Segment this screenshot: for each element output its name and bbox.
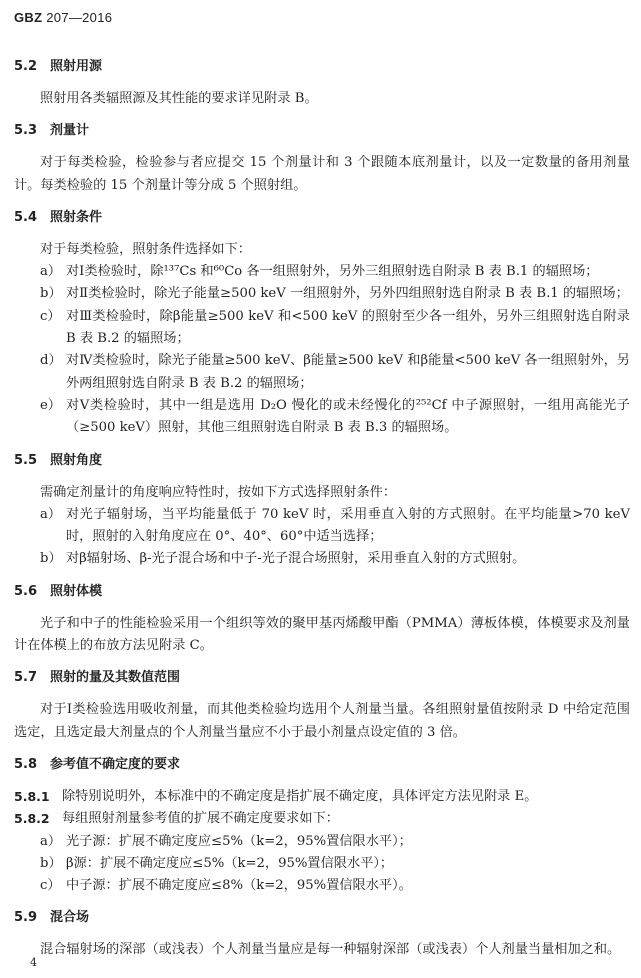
section-heading-5-3: 5.3 剂量计 — [14, 123, 90, 139]
paragraph: 混合辐射场的深部（或浅表）个人剂量当量应是每一种辐射深部（或浅表）个人剂量当量相加之和。 — [40, 942, 621, 958]
list-item: a） 对光子辐射场，当平均能量低于 70 keV 时，采用垂直入射的方式照射。在平均能量>70 keV 时，照射的入射角度应在 0°、40°、60°中适当选择； — [40, 506, 630, 545]
list-item: c） 中子源：扩展不确定度应≤8%（k=2，95%置信限水平）。 — [40, 878, 412, 894]
subclause-5-8-1: 5.8.1 除特别说明外，本标准中的不确定度是指扩展不确定度，具体评定方法见附录 E。 — [14, 788, 538, 804]
paragraph: 需确定剂量计的角度响应特性时，按如下方式选择照射条件： — [40, 484, 397, 500]
list-item: a） 对Ⅰ类检验时，除¹³⁷Cs 和⁶⁰Co 各一组照射外，另外三组照射选自附录 B 表 B.1 的辐照场； — [40, 264, 599, 280]
section-heading-5-4: 5.4 照射条件 — [14, 209, 103, 225]
list-item: b） 对Ⅱ类检验时，除光子能量≥500 keV 一组照射外，另外四组照射选自附录 B 表 B.1 的辐照场； — [40, 286, 629, 302]
list-item: c） 对Ⅲ类检验时，除β能量≥500 keV 和<500 keV 的照射至少各一组外，另外三组照射选自附录 B 表 B.2 的辐照场； — [40, 308, 630, 347]
paragraph: 对于Ⅰ类检验选用吸收剂量，而其他类检验均选用个人剂量当量。各组照射量值按附录 D 中给定范围选定，且选定最大剂量点的个人剂量当量应不小于最小剂量点设定值的 3 倍。 — [14, 702, 630, 740]
section-heading-5-2: 5.2 照射用源 — [14, 59, 103, 74]
list-item: b） 对β辐射场、β-光子混合场和中子-光子混合场照射，采用垂直入射的方式照射。 — [40, 551, 526, 567]
section-heading-5-9: 5.9 混合场 — [14, 910, 90, 926]
standard-number: 207—2016 — [46, 10, 113, 25]
page-number: 4 — [30, 956, 37, 969]
list-item: e） 对Ⅴ类检验时，其中一组是选用 D₂O 慢化的或未经慢化的²⁵²Cf 中子源照射，一组用高能光子（≥500 keV）照射，其他三组照射选自附录 B 表 B.3 的辐照场。 — [40, 397, 630, 436]
section-heading-5-7: 5.7 照射的量及其数值范围 — [14, 670, 181, 686]
paragraph: 对于每类检验，照射条件选择如下： — [40, 241, 251, 257]
list-item: a） 光子源：扩展不确定度应≤5%（k=2，95%置信限水平）； — [40, 833, 412, 849]
section-heading-5-8: 5.8 参考值不确定度的要求 — [14, 756, 181, 772]
standard-code: GBZ — [14, 10, 43, 25]
list-item: b） β源：扩展不确定度应≤5%（k=2，95%置信限水平）； — [40, 855, 394, 871]
paragraph: 对于每类检验，检验参与者应提交 15 个剂量计和 3 个跟随本底剂量计，以及一定数量的备用剂量计。每类检验的 15 个剂量计等分成 5 个照射组。 — [14, 155, 630, 193]
paragraph: 照射用各类辐照源及其性能的要求详见附录 B。 — [40, 91, 318, 106]
document-body — [14, 56, 630, 962]
paragraph: 光子和中子的性能检验采用一个组织等效的聚甲基丙烯酸甲酯（PMMA）薄板体模，体模要求及剂量计在体模上的布放方法见附录 C。 — [14, 615, 630, 654]
section-heading-5-5: 5.5 照射角度 — [14, 452, 103, 468]
page-header — [14, 10, 112, 25]
section-heading-5-6: 5.6 照射体模 — [14, 583, 103, 599]
subclause-5-8-2: 5.8.2 每组照射剂量参考值的扩展不确定度要求如下： — [14, 811, 339, 827]
list-item: d） 对Ⅳ类检验时，除光子能量≥500 keV、β能量≥500 keV 和β能量<500 keV 各一组照射外，另外两组照射选自附录 B 表 B.2 的辐照场； — [40, 353, 630, 391]
